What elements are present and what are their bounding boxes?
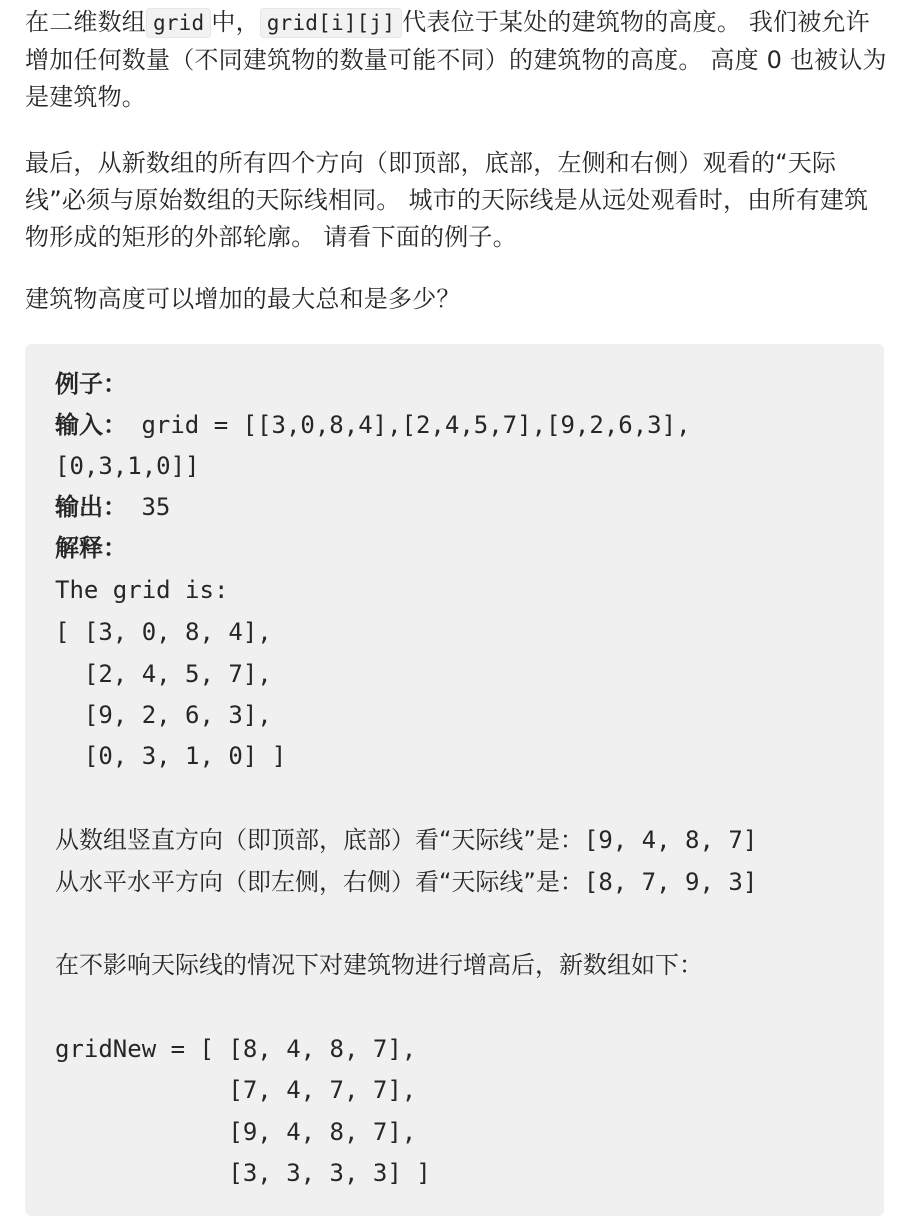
new-grid-row: gridNew = [ [8, 4, 8, 7], [55,1035,417,1063]
question-paragraph: 建筑物高度可以增加的最大总和是多少？ [25,285,461,313]
horizontal-skyline-value: [8, 7, 9, 3] [583,868,758,896]
example-title: 例子： [55,370,127,398]
example-output-line [55,487,170,527]
intro-paragraph-2: 最后，从新数组的所有四个方向（即顶部，底部，左侧和右侧）观看的“天际线”必须与原始数组的天际线相同。 城市的天际线是从远处观看时，由所有建筑物形成的矩形的外部轮廓。 请看下面的例子。 [25,149,869,251]
intro-text-3: 代表位于某处的建筑物的高度。 我们被允许增加任何数量（不同建筑物的数量可能不同）的建筑物的高度。 高度 0 也被认为是建筑物。 [25,8,887,111]
grid-row: [2, 4, 5, 7], [55,660,272,688]
intro-text-1: 在二维数组 [25,8,146,36]
after-increase-text: 在不影响天际线的情况下对建筑物进行增高后，新数组如下： [55,951,703,979]
explanation-label: 解释： [55,534,127,562]
example-input-continuation: [0,3,1,0]] [55,452,200,480]
grid-intro: The grid is: [55,576,229,604]
input-value: grid = [[3,0,8,4],[2,4,5,7],[9,2,6,3], [127,411,691,439]
inline-code-grid: grid [146,8,211,38]
grid-row: [0, 3, 1, 0] ] [55,742,287,770]
horizontal-skyline-line [55,862,757,902]
vertical-skyline-value: [9, 4, 8, 7] [583,826,758,854]
new-grid-row: [7, 4, 7, 7], [55,1076,417,1104]
new-grid-row: [3, 3, 3, 3] ] [55,1159,431,1187]
example-input-line [55,405,691,445]
intro-text-2: 中， [211,8,260,36]
vertical-skyline-label: 从数组竖直方向（即顶部，底部）看“天际线”是： [55,826,584,854]
grid-row: [9, 2, 6, 3], [55,701,272,729]
inline-code-grid-ij: grid[i][j] [260,8,402,38]
output-label: 输出： [55,493,127,521]
output-value: 35 [127,493,171,521]
example-block [25,344,884,1216]
new-grid-row: [9, 4, 8, 7], [55,1118,417,1146]
grid-row: [ [3, 0, 8, 4], [55,618,272,646]
horizontal-skyline-label: 从水平水平方向（即左侧，右侧）看“天际线”是： [55,868,584,896]
input-label: 输入： [55,411,127,439]
vertical-skyline-line [55,820,757,860]
intro-paragraph-1 [25,4,887,116]
